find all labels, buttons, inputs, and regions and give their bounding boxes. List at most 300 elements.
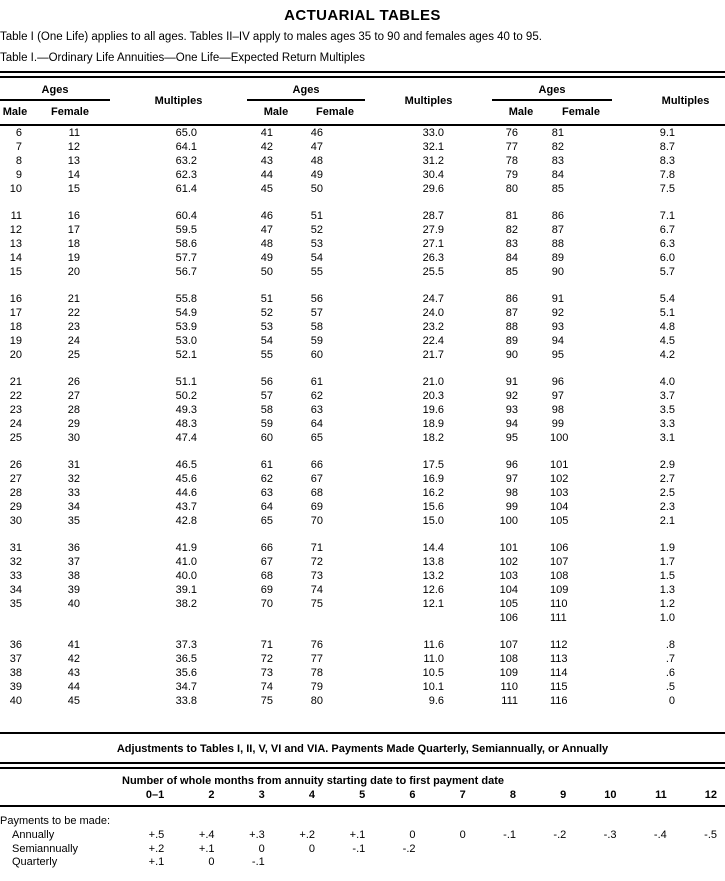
male-age-cell: 22	[9, 390, 22, 402]
multiple-cell: 4.8	[659, 321, 675, 333]
female-age-cell: 69	[310, 501, 323, 513]
multiple-cell: .6	[665, 667, 675, 679]
multiple-cell: 47.4	[175, 432, 197, 444]
female-age-cell: 82	[551, 141, 564, 153]
multiple-cell: 13.2	[422, 570, 444, 582]
adjustment-cell: +.4	[198, 829, 215, 841]
female-age-cell: 27	[67, 390, 80, 402]
female-age-cell: 80	[310, 695, 323, 707]
male-age-cell: 23	[9, 404, 22, 416]
multiple-cell: 10.5	[422, 667, 444, 679]
month-column-header: 6	[373, 787, 423, 806]
multiple-cell: 4.5	[659, 335, 675, 347]
male-age-cell: 70	[260, 598, 273, 610]
multiple-cell: 24.7	[422, 293, 444, 305]
adjustment-cell	[424, 856, 474, 870]
female-age-cell: 25	[67, 349, 80, 361]
female-age-cell: 14	[67, 169, 80, 181]
male-age-cell: 66	[260, 542, 273, 554]
male-age-cell: 90	[505, 349, 518, 361]
female-age-cell: 16	[67, 210, 80, 222]
male-age-cell: 42	[260, 141, 273, 153]
female-age-cell: 111	[550, 612, 567, 624]
female-age-cell: 79	[310, 681, 323, 693]
multiple-cell: 9.6	[428, 695, 444, 707]
male-age-cell: 104	[499, 584, 518, 596]
spacer-row	[0, 708, 725, 733]
male-age-cell: 53	[260, 321, 273, 333]
table1-row	[0, 472, 725, 486]
multiple-cell: 7.5	[659, 183, 675, 195]
multiple-cell: 3.5	[659, 404, 675, 416]
female-age-cell: 90	[551, 266, 564, 278]
female-age-cell: 54	[310, 252, 323, 264]
male-age-cell: 88	[505, 321, 518, 333]
female-age-cell: 23	[67, 321, 80, 333]
male-age-cell: 97	[505, 473, 518, 485]
multiple-cell: 9.1	[659, 127, 675, 139]
male-age-cell: 9	[15, 169, 22, 181]
male-age-cell: 34	[9, 584, 22, 596]
female-age-cell: 28	[67, 404, 80, 416]
female-age-cell: 50	[310, 183, 323, 195]
ages-header: Ages	[492, 78, 612, 100]
adjustment-cell: +.3	[249, 829, 265, 841]
male-age-cell: 93	[505, 404, 518, 416]
female-age-cell: 99	[551, 418, 564, 430]
female-age-cell: 63	[310, 404, 323, 416]
multiple-cell: 14.4	[422, 542, 444, 554]
table1-row	[0, 514, 725, 528]
adjustment-cell	[574, 843, 624, 857]
male-age-cell: 65	[260, 515, 273, 527]
table1-row	[0, 168, 725, 182]
multiple-cell: 8.7	[659, 141, 675, 153]
female-age-cell: 92	[551, 307, 564, 319]
female-age-cell: 46	[310, 127, 323, 139]
male-header: Male	[508, 106, 534, 118]
adjustment-cell: 0	[258, 842, 265, 855]
multiple-cell: 6.7	[659, 224, 675, 236]
adjustment-cell	[524, 843, 574, 857]
multiple-cell: 19.6	[422, 404, 444, 416]
multiple-cell: 41.0	[175, 556, 197, 568]
female-age-cell: 47	[310, 141, 323, 153]
table1-row	[0, 125, 725, 140]
female-age-cell: 78	[310, 667, 323, 679]
multiple-cell: 39.1	[175, 584, 197, 596]
male-age-cell: 98	[505, 487, 518, 499]
adjustment-cell: +.5	[148, 829, 165, 841]
male-age-cell: 45	[260, 183, 273, 195]
multiple-cell: 34.7	[175, 681, 197, 693]
spacer-row	[0, 279, 725, 292]
male-age-cell: 40	[9, 695, 22, 707]
male-header: Male	[2, 106, 28, 118]
multiple-cell: 21.7	[422, 349, 444, 361]
male-age-cell: 16	[9, 293, 22, 305]
multiple-cell: 4.2	[659, 349, 675, 361]
multiple-cell: 64.1	[175, 141, 197, 153]
adjustment-cell: 0	[208, 856, 215, 868]
male-age-cell: 71	[260, 639, 273, 651]
male-age-cell: 59	[260, 418, 273, 430]
multiple-cell: 51.1	[175, 376, 197, 388]
multiple-cell: 5.1	[659, 307, 675, 319]
male-age-cell: 17	[9, 307, 22, 319]
male-age-cell: 26	[9, 459, 22, 471]
adjustment-cell: -.4	[653, 829, 667, 841]
male-age-cell	[0, 611, 30, 625]
multiple-cell: 27.9	[422, 224, 444, 236]
adjustment-cell: 0	[308, 842, 315, 855]
female-age-cell: 52	[310, 224, 323, 236]
month-column-header: 4	[273, 787, 323, 806]
male-age-cell: 77	[505, 141, 518, 153]
male-age-cell: 7	[15, 141, 22, 153]
female-age-cell: 105	[550, 515, 569, 527]
multiple-cell: 63.2	[175, 155, 197, 167]
payment-frequency-label: Semiannually	[12, 842, 79, 855]
female-age-cell: 62	[310, 390, 323, 402]
adjustment-cell	[424, 843, 474, 857]
male-age-cell: 73	[260, 667, 273, 679]
male-age-cell: 87	[505, 307, 518, 319]
male-age-cell: 50	[260, 266, 273, 278]
female-age-cell: 104	[550, 501, 569, 513]
multiple-cell: 2.3	[659, 501, 675, 513]
adjustment-cell	[373, 856, 423, 870]
male-age-cell: 79	[505, 169, 518, 181]
spacer-row	[0, 196, 725, 209]
table1-row	[0, 306, 725, 320]
male-age-cell: 100	[499, 515, 518, 527]
male-age-cell: 84	[505, 252, 518, 264]
male-age-cell: 74	[260, 681, 273, 693]
payments-heading: Payments to be made:	[0, 815, 111, 828]
female-age-cell: 57	[310, 307, 323, 319]
multiple-cell: 18.2	[422, 432, 444, 444]
adjustments-double-rule	[0, 762, 725, 769]
female-age-cell: 87	[551, 224, 564, 236]
spacer-row	[0, 362, 725, 375]
multiple-cell: 25.5	[422, 266, 444, 278]
male-age-cell: 68	[260, 570, 273, 582]
ages-header: Ages	[247, 78, 365, 100]
month-column-header: 12	[675, 787, 725, 806]
adjustment-cell: -.1	[352, 842, 366, 855]
multiple-cell: 13.8	[422, 556, 444, 568]
female-age-cell: 33	[67, 487, 80, 499]
adjustment-cell	[273, 856, 323, 870]
male-age-cell	[247, 611, 305, 625]
female-age-cell: 66	[310, 459, 323, 471]
male-age-cell: 63	[260, 487, 273, 499]
table1-row	[0, 237, 725, 251]
female-age-cell: 75	[310, 598, 323, 610]
male-age-cell: 44	[260, 169, 273, 181]
table1-row	[0, 638, 725, 652]
month-column-header: 5	[323, 787, 373, 806]
female-age-cell: 51	[310, 210, 323, 222]
spacer-row	[0, 625, 725, 638]
multiple-cell: 21.0	[422, 376, 444, 388]
multiple-cell: 15.0	[422, 515, 444, 527]
female-age-cell: 61	[310, 376, 323, 388]
multiple-cell: 59.5	[175, 224, 197, 236]
male-age-cell: 85	[505, 266, 518, 278]
adjustment-cell	[625, 843, 675, 857]
male-age-cell: 110	[500, 681, 518, 693]
multiple-cell: 65.0	[175, 127, 197, 139]
multiple-cell: 43.7	[175, 501, 197, 513]
multiple-cell: 11.0	[423, 653, 444, 665]
male-age-cell: 14	[9, 252, 22, 264]
multiple-cell: 42.8	[175, 515, 197, 527]
female-age-cell: 40	[67, 598, 80, 610]
multiple-cell: 57.7	[175, 252, 197, 264]
adjustment-cell	[474, 843, 524, 857]
female-age-cell: 21	[67, 293, 80, 305]
female-age-cell: 77	[310, 653, 323, 665]
multiple-cell: 1.3	[659, 584, 675, 596]
female-age-cell: 58	[310, 321, 323, 333]
male-age-cell: 37	[9, 653, 22, 665]
female-age-cell: 112	[550, 639, 568, 651]
female-age-cell: 81	[551, 127, 564, 139]
female-age-cell: 30	[67, 432, 80, 444]
multiple-cell: 11.6	[423, 639, 444, 651]
multiple-cell: 50.2	[175, 390, 197, 402]
male-age-cell: 76	[505, 127, 518, 139]
multiple-cell: 41.9	[175, 542, 197, 554]
table1-row	[0, 140, 725, 154]
female-age-cell: 83	[551, 155, 564, 167]
female-header: Female	[51, 106, 89, 118]
female-age-cell: 64	[310, 418, 323, 430]
multiple-cell: 20.3	[422, 390, 444, 402]
female-age-cell: 65	[310, 432, 323, 444]
multiple-cell: 10.1	[422, 681, 444, 693]
female-age-cell: 96	[551, 376, 564, 388]
male-header: Male	[263, 106, 289, 118]
multiples-header: Multiples	[661, 95, 710, 107]
female-age-cell: 109	[550, 584, 569, 596]
multiple-cell: 6.3	[659, 238, 675, 250]
female-age-cell: 93	[551, 321, 564, 333]
table1-row	[0, 666, 725, 680]
male-age-cell: 101	[499, 542, 518, 554]
female-age-cell: 71	[310, 542, 323, 554]
male-age-cell: 55	[260, 349, 273, 361]
female-age-cell: 98	[551, 404, 564, 416]
adjustment-cell: +.1	[198, 842, 215, 855]
table1-row	[0, 320, 725, 334]
payments-heading-row	[0, 806, 725, 829]
female-age-cell: 101	[550, 459, 569, 471]
male-age-cell: 48	[260, 238, 273, 250]
table1-row	[0, 458, 725, 472]
adjustments-table	[0, 787, 725, 870]
male-age-cell: 83	[505, 238, 518, 250]
multiple-cell: .8	[665, 639, 675, 651]
month-column-header: 11	[625, 787, 675, 806]
male-age-cell: 64	[260, 501, 273, 513]
male-age-cell: 89	[505, 335, 518, 347]
adjustment-cell: -.5	[704, 829, 717, 841]
male-age-cell: 32	[9, 556, 22, 568]
female-age-cell: 19	[67, 252, 80, 264]
multiple-cell: 33.0	[422, 127, 444, 139]
female-age-cell: 26	[67, 376, 80, 388]
male-age-cell: 94	[505, 418, 518, 430]
adjustment-cell: +.2	[299, 829, 315, 841]
top-double-rule	[0, 71, 725, 78]
female-age-cell: 37	[67, 556, 80, 568]
male-age-cell: 25	[9, 432, 22, 444]
male-age-cell: 107	[499, 639, 518, 651]
month-column-header: 0–1	[122, 787, 172, 806]
table1-row	[0, 583, 725, 597]
table1	[0, 78, 725, 734]
adjustment-cell	[625, 856, 675, 870]
multiple-cell: 54.9	[175, 307, 197, 319]
multiple-cell: 3.1	[659, 432, 675, 444]
male-age-cell: 41	[260, 127, 273, 139]
adjustment-cell: 0	[409, 829, 416, 841]
table1-row	[0, 417, 725, 431]
female-age-cell: 45	[67, 695, 80, 707]
table1-row	[0, 403, 725, 417]
female-age-cell: 116	[550, 695, 568, 707]
multiple-cell: 46.5	[175, 459, 197, 471]
adjustment-cell	[675, 856, 725, 870]
female-age-cell: 88	[551, 238, 564, 250]
table1-row	[0, 223, 725, 237]
multiple-cell: 6.0	[659, 252, 675, 264]
male-age-cell: 75	[260, 695, 273, 707]
male-age-cell: 43	[260, 155, 273, 167]
table1-row	[0, 611, 725, 625]
female-age-cell: 94	[551, 335, 564, 347]
adjustment-cell: -.3	[603, 829, 617, 841]
female-age-cell: 35	[67, 515, 80, 527]
male-age-cell: 38	[9, 667, 22, 679]
male-age-cell: 13	[9, 238, 22, 250]
female-age-cell: 107	[550, 556, 569, 568]
multiple-cell: 18.9	[422, 418, 444, 430]
spacer-row	[0, 445, 725, 458]
multiple-cell: 12.6	[422, 584, 444, 596]
multiple-cell: 49.3	[175, 404, 197, 416]
multiples-header: Multiples	[404, 95, 453, 107]
female-age-cell: 106	[550, 542, 569, 554]
payment-row	[0, 856, 725, 870]
table1-caption: Table I.—Ordinary Life Annuities—One Life—Expected Return Multiples	[0, 52, 365, 64]
multiple-cell: .5	[665, 681, 675, 693]
spacer-row	[0, 528, 725, 541]
female-age-cell: 85	[551, 183, 564, 195]
multiple-cell: 56.7	[175, 266, 197, 278]
adjustment-cell	[323, 856, 373, 870]
table1-row	[0, 486, 725, 500]
multiple-cell: 2.9	[659, 459, 675, 471]
multiple-cell: 28.7	[422, 210, 444, 222]
ages-header: Ages	[0, 78, 110, 100]
male-age-cell: 30	[9, 515, 22, 527]
multiple-cell: 36.5	[175, 653, 197, 665]
multiple-cell: 40.0	[175, 570, 197, 582]
payment-row	[0, 829, 725, 843]
female-age-cell: 20	[67, 266, 80, 278]
female-age-cell: 29	[67, 418, 80, 430]
multiple-cell: 44.6	[175, 487, 197, 499]
multiple-cell: 61.4	[175, 183, 197, 195]
multiple-cell: 60.4	[175, 210, 197, 222]
female-age-cell: 95	[551, 349, 564, 361]
adjustment-cell	[524, 856, 574, 870]
multiple-cell: 1.0	[659, 612, 675, 624]
female-age-cell: 74	[310, 584, 323, 596]
male-age-cell: 58	[260, 404, 273, 416]
female-age-cell: 31	[67, 459, 80, 471]
female-age-cell: 60	[310, 349, 323, 361]
female-age-cell: 103	[550, 487, 569, 499]
multiple-cell: 12.1	[422, 598, 444, 610]
multiple-cell: 45.6	[175, 473, 197, 485]
male-age-cell: 57	[260, 390, 273, 402]
multiple-cell: 2.7	[659, 473, 675, 485]
male-age-cell: 47	[260, 224, 273, 236]
female-age-cell	[305, 611, 365, 625]
adjustments-title: Adjustments to Tables I, II, V, VI and VIA. Payments Made Quarterly, Semiannually, or Annually	[116, 743, 609, 755]
multiple-cell: 2.5	[659, 487, 675, 499]
multiple-cell: 1.7	[659, 556, 675, 568]
multiple-cell: 52.1	[175, 349, 197, 361]
multiple-cell: 35.6	[175, 667, 197, 679]
male-age-cell: 6	[15, 127, 22, 139]
table1-row	[0, 209, 725, 223]
female-age-cell: 115	[550, 681, 568, 693]
table1-row	[0, 597, 725, 611]
female-age-cell: 24	[67, 335, 80, 347]
multiple-cell: 1.5	[659, 570, 675, 582]
male-age-cell: 82	[505, 224, 518, 236]
male-age-cell: 109	[499, 667, 518, 679]
male-age-cell: 27	[9, 473, 22, 485]
male-age-cell: 10	[9, 183, 22, 195]
multiple-cell: 27.1	[422, 238, 444, 250]
multiple-cell: 0	[668, 695, 675, 707]
multiple-cell: 1.9	[659, 542, 675, 554]
multiple-cell	[365, 611, 492, 625]
female-age-cell: 84	[551, 169, 564, 181]
male-age-cell: 61	[260, 459, 273, 471]
male-age-cell: 60	[260, 432, 273, 444]
male-age-cell: 78	[505, 155, 518, 167]
table1-row	[0, 569, 725, 583]
month-column-header: 8	[474, 787, 524, 806]
month-column-header: 2	[172, 787, 222, 806]
female-age-cell: 76	[310, 639, 323, 651]
multiple-cell: 3.3	[659, 418, 675, 430]
male-age-cell: 80	[505, 183, 518, 195]
female-age-cell: 86	[551, 210, 564, 222]
multiple-cell: 30.4	[422, 169, 444, 181]
male-age-cell: 105	[499, 598, 518, 610]
multiple-cell: 32.1	[422, 141, 444, 153]
female-header: Female	[316, 106, 354, 118]
